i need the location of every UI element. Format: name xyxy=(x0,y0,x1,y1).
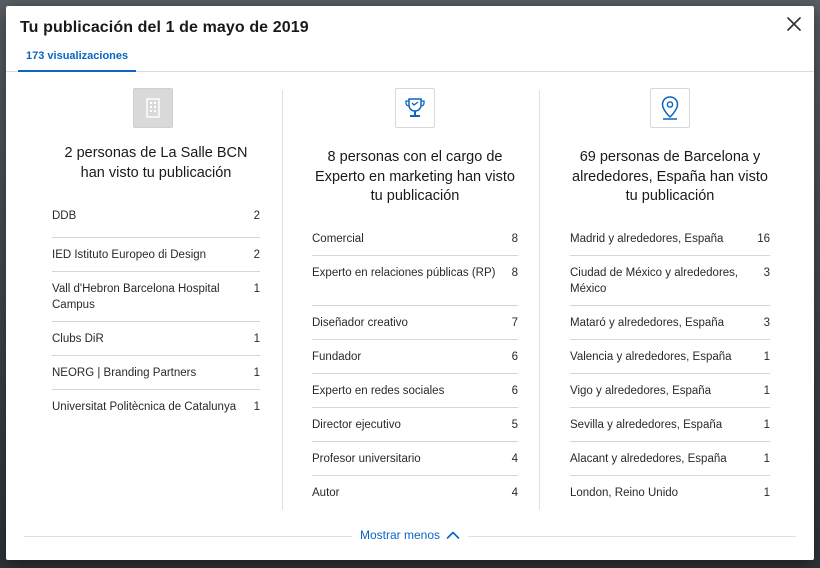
list-item[interactable] xyxy=(570,442,770,476)
item-count: 1 xyxy=(763,487,770,499)
item-count: 3 xyxy=(763,267,770,279)
item-count: 1 xyxy=(763,351,770,363)
item-name: Vigo y alrededores, España xyxy=(570,385,712,397)
item-count: 6 xyxy=(511,351,518,363)
item-name: Mataró y alrededores, España xyxy=(570,317,725,329)
list-item[interactable] xyxy=(52,356,260,390)
close-button[interactable] xyxy=(784,14,804,34)
item-name: Autor xyxy=(312,487,340,499)
list-item[interactable] xyxy=(312,374,518,408)
item-name: Madrid y alrededores, España xyxy=(570,233,724,245)
list-item[interactable] xyxy=(312,306,518,340)
item-name: Experto en redes sociales xyxy=(312,385,445,397)
item-name: NEORG | Branding Partners xyxy=(52,367,197,379)
job-title-icon-box xyxy=(395,88,435,128)
item-name: Alacant y alrededores, España xyxy=(570,453,727,465)
item-name: DDB xyxy=(52,210,77,222)
list-item[interactable] xyxy=(52,238,260,272)
list-item[interactable] xyxy=(312,228,518,256)
column-divider xyxy=(282,90,283,510)
job-title-column xyxy=(312,88,518,512)
location-column xyxy=(570,88,770,512)
item-count: 4 xyxy=(511,487,518,499)
item-count: 1 xyxy=(253,367,260,379)
show-less-container xyxy=(6,526,814,544)
list-item[interactable] xyxy=(312,340,518,374)
chevron-up-icon xyxy=(446,530,460,540)
item-count: 2 xyxy=(253,249,260,261)
item-count: 1 xyxy=(763,453,770,465)
list-item[interactable] xyxy=(570,408,770,442)
item-count: 8 xyxy=(511,233,518,245)
item-name: Diseñador creativo xyxy=(312,317,408,329)
item-name: Fundador xyxy=(312,351,362,363)
location-icon-box xyxy=(650,88,690,128)
item-count: 4 xyxy=(511,453,518,465)
item-name: Profesor universitario xyxy=(312,453,421,465)
item-name: London, Reino Unido xyxy=(570,487,679,499)
post-analytics-dialog xyxy=(6,6,814,560)
item-count: 1 xyxy=(763,419,770,431)
item-name: Universitat Politècnica de Catalunya xyxy=(52,401,237,413)
item-count: 6 xyxy=(511,385,518,397)
job-title-list xyxy=(312,228,518,510)
list-item[interactable] xyxy=(312,408,518,442)
show-less-label: Mostrar menos xyxy=(359,528,441,542)
list-item[interactable] xyxy=(570,476,770,510)
list-item[interactable] xyxy=(570,228,770,256)
list-item[interactable] xyxy=(570,256,770,306)
item-count: 1 xyxy=(253,333,260,345)
dialog-title: Tu publicación del 1 de mayo de 2019 xyxy=(20,19,309,36)
list-item[interactable] xyxy=(52,390,260,440)
tab-views[interactable]: 173 visualizaciones xyxy=(18,48,136,72)
item-count: 1 xyxy=(253,401,260,413)
item-name: Sevilla y alrededores, España xyxy=(570,419,723,431)
item-name: Valencia y alrededores, España xyxy=(570,351,732,363)
item-count: 16 xyxy=(757,233,770,245)
building-icon xyxy=(144,97,162,119)
item-count: 1 xyxy=(763,385,770,397)
item-count: 3 xyxy=(763,317,770,329)
trophy-icon xyxy=(403,96,427,120)
item-name: Ciudad de México y alrededores, México xyxy=(570,267,739,295)
item-count: 8 xyxy=(511,267,518,279)
list-item[interactable] xyxy=(570,374,770,408)
company-heading: 2 personas de La Salle BCN han visto tu publicación xyxy=(64,145,248,181)
item-name: IED Istituto Europeo di Design xyxy=(52,249,207,261)
list-item[interactable] xyxy=(570,340,770,374)
item-name: Director ejecutivo xyxy=(312,419,401,431)
job-title-heading: 8 personas con el cargo de Experto en marketing han visto tu publicación xyxy=(315,149,515,204)
company-column xyxy=(52,88,260,512)
company-logo xyxy=(133,88,173,128)
list-item[interactable] xyxy=(570,306,770,340)
location-list xyxy=(570,228,770,510)
show-less-button[interactable] xyxy=(352,526,468,544)
list-item[interactable] xyxy=(52,322,260,356)
item-count: 1 xyxy=(253,283,260,295)
item-count: 2 xyxy=(253,210,260,222)
insights-columns xyxy=(6,88,814,512)
item-name: Vall d'Hebron Barcelona Hospital Campus xyxy=(52,283,220,311)
list-item[interactable] xyxy=(52,204,260,238)
item-name: Experto en relaciones públicas (RP) xyxy=(312,267,496,279)
location-pin-icon xyxy=(659,95,681,121)
list-item[interactable] xyxy=(312,442,518,476)
list-item[interactable] xyxy=(312,476,518,510)
list-item[interactable] xyxy=(52,272,260,322)
list-item[interactable] xyxy=(312,256,518,306)
item-count: 7 xyxy=(511,317,518,329)
item-count: 5 xyxy=(511,419,518,431)
company-list xyxy=(52,204,260,440)
close-icon xyxy=(787,17,801,31)
location-heading: 69 personas de Barcelona y alrededores, España han visto tu publicación xyxy=(572,149,768,204)
item-name: Comercial xyxy=(312,233,364,245)
item-name: Clubs DiR xyxy=(52,333,104,345)
column-divider xyxy=(539,90,540,510)
dialog-header xyxy=(6,6,814,72)
